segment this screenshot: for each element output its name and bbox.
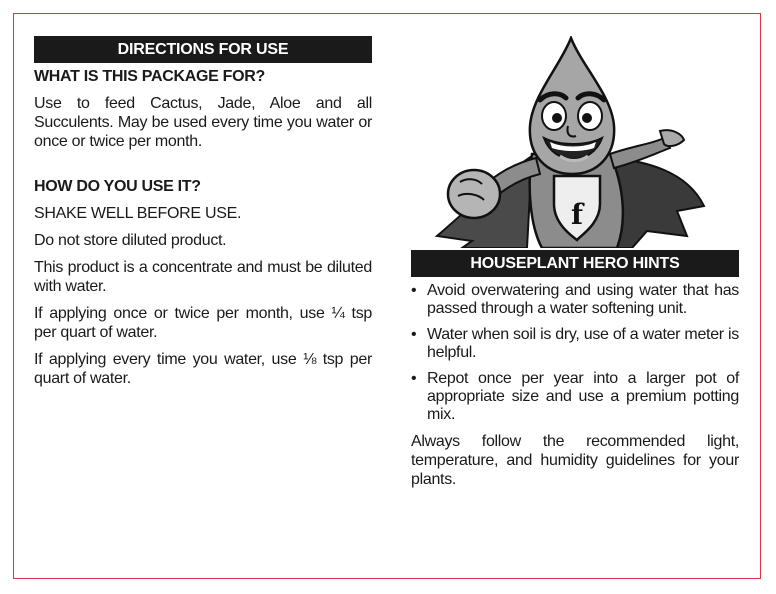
hint-text: Avoid overwatering and using water that has passed through a water softening unit. [427,282,739,317]
bullet-icon: • [411,370,417,387]
bullet-icon: • [411,326,417,343]
hint-text: Water when soil is dry, use of a water meter is helpful. [427,326,739,361]
hint-text: Repot once per year into a larger pot of appropriate size and use a premium potting mix. [427,370,739,423]
step-monthly-dose: If applying once or twice per month, use ¼ tsp per quart of water. [34,305,372,341]
hints-list [411,282,739,424]
q1-text: Use to feed Cactus, Jade, Aloe and all Succulents. May be used every time you water or once or twice per month. [34,95,372,150]
hints-section [411,282,739,489]
hints-title: HOUSEPLANT HERO HINTS [470,255,680,272]
step-store: Do not store diluted product. [34,232,227,249]
mascot-illustration [432,36,708,248]
directions-section [34,68,372,396]
hint-item [411,370,739,424]
step-shake: SHAKE WELL BEFORE USE. [34,205,242,222]
shield-letter: f [570,198,584,231]
step-concentrate: This product is a concentrate and must be diluted with water. [34,259,372,295]
q2-heading: HOW DO YOU USE IT? [34,178,201,195]
hint-item [411,282,739,318]
hints-title-bar [411,250,739,277]
closing-note: Always follow the recommended light, temperature, and humidity guidelines for your plants. [411,433,739,488]
bullet-icon: • [411,282,417,299]
q1-heading: WHAT IS THIS PACKAGE FOR? [34,68,266,85]
directions-title-bar [34,36,372,63]
hint-item [411,326,739,362]
directions-title: DIRECTIONS FOR USE [117,41,289,58]
step-every-water-dose: If applying every time you water, use ⅛ tsp per quart of water. [34,351,372,387]
